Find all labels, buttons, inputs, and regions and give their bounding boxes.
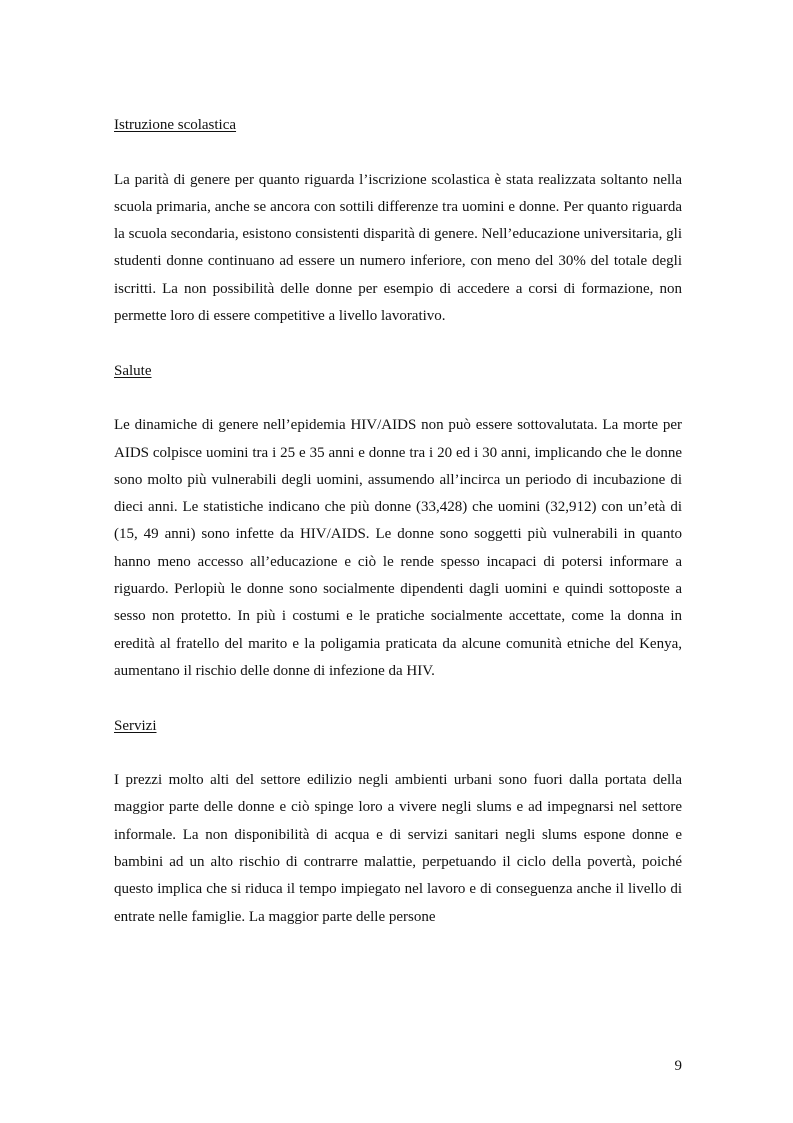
spacer — [114, 330, 682, 357]
section-heading: Servizi — [114, 717, 157, 734]
section-servizi — [114, 713, 682, 931]
spacer — [114, 139, 682, 166]
section-paragraph: La parità di genere per quanto riguarda l’iscrizione scolastica è stata realizzata soltanto nella scuola primaria, anche se ancora con sottili differenze tra uomini e donne. Per quanto riguarda la scuola secondaria, esistono consistenti disparità di genere. Nell’educazione universitaria, gli studenti donne continuano ad essere un numero inferiore, con meno del 30% del totale degli iscritti. La non possibilità delle donne per esempio di accedere a corsi di formazione, non permette loro di essere competitive a livello lavorativo. — [114, 171, 682, 325]
section-heading: Istruzione scolastica — [114, 117, 237, 133]
page-number: 9 — [674, 1058, 682, 1074]
section-salute — [114, 358, 682, 686]
section-istruzione — [114, 112, 682, 330]
spacer — [114, 740, 682, 767]
section-paragraph: I prezzi molto alti del settore edilizio negli ambienti urbani sono fuori dalla portata della maggior parte delle donne e ciò spinge loro a vivere negli slums e ad impegnarsi nel settore informale. La non disponibilità di acqua e di servizi sanitari negli slums espone donne e bambini ad un alto rischio di contrarre malattie, perpetuando il ciclo della povertà, poiché questo implica che si riduca il tempo impiegato nel lavoro e di conseguenza anche il livello di entrate nelle famiglie. La maggior parte delle persone — [114, 772, 682, 925]
spacer — [114, 685, 682, 712]
section-paragraph: Le dinamiche di genere nell’epidemia HIV/AIDS non può essere sottovalutata. La morte per AIDS colpisce uomini tra i 25 e 35 anni e donne tra i 20 ed i 30 anni, implicando che le donne sono molto più vulnerabili degli uomini, assumendo all’incirca un periodo di incubazione di dieci anni. Le statistiche indicano che più donne (33,428) che uomini (32,912) con un’età di (15, 49 anni) sono infette da HIV/AIDS. Le donne sono soggetti più vulnerabili in quanto hanno meno accesso all’educazione e ciò le rende spesso incapaci di potersi informare a riguardo. Perlopiù le donne sono socialmente dipendenti dagli uomini e quindi sottoposte a sesso non protetto. In più i costumi e le pratiche socialmente accettate, come la donna in eredità al fratello del marito e la poligamia praticata da alcune comunità etniche del Kenya, aumentano il rischio delle donne di infezione da HIV. — [114, 417, 682, 679]
section-heading: Salute — [114, 362, 152, 379]
spacer — [114, 385, 682, 412]
document-page — [114, 112, 682, 931]
